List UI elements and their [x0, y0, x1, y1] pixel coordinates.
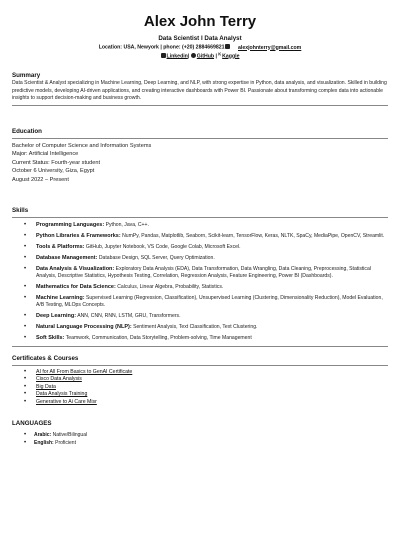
section-divider [12, 365, 388, 366]
skills-section [12, 207, 388, 347]
job-title: Data Scientist I Data Analyst [158, 35, 242, 42]
section-title-summary: Summary [12, 72, 41, 79]
candidate-name: Alex John Terry [143, 13, 257, 30]
github-icon [191, 53, 196, 58]
section-title-education: Education [12, 127, 42, 135]
list-item [24, 432, 388, 440]
university: October 6 University, Giza, Egypt [12, 168, 95, 174]
list-item [24, 384, 388, 392]
list-item [24, 266, 388, 281]
list-item [24, 222, 388, 229]
section-title-certificates: Certificates & Courses [12, 354, 79, 362]
certificate-link[interactable]: AI for All From Basics to GenAI Certificate [36, 368, 133, 375]
kaggle-link[interactable]: Kaggle [222, 53, 240, 59]
list-item [24, 324, 388, 331]
github-link[interactable]: GitHub [196, 53, 215, 59]
contact-line [12, 44, 388, 52]
degree: Bachelor of Computer Science and Information Systems [12, 142, 152, 149]
skills-list [24, 222, 388, 342]
link-separator: | [187, 53, 190, 59]
certificates-list [24, 369, 388, 407]
skill-value: Exploratory Data Analysis (EDA), Data Transformation, Data Wrangling, Data Cleaning, Preprocessing, Statistical Analysis, Descriptive Statistics, Hypothesis Testing, Correlation, Regression Analysis, Feature Engineering, Power BI (Dashboards). [36, 265, 371, 279]
status-line [12, 159, 388, 168]
certificate-link[interactable]: Cisco Data Analysis [36, 376, 82, 383]
contact-info: Location: USA, Newyork | phone: (+20) 2884669821 [98, 44, 225, 51]
section-title-skills: Skills [12, 207, 29, 214]
status-label: Current Status: [12, 159, 50, 166]
skill-value: NumPy, Pandas, Matplotlib, Seaborn, Scikit-learn, TensorFlow, Keras, NLTK, SpaCy, MediaPipe, OpenCV, Streamlit. [122, 232, 385, 239]
list-item [24, 233, 388, 240]
skill-label: Database Management: [36, 254, 98, 261]
skill-label: Data Analysis & Visualization: [36, 265, 115, 272]
link-separator: | [215, 53, 217, 59]
certificate-link[interactable]: Big Data [36, 383, 56, 390]
education-dates: August 2022 – Present [12, 176, 69, 183]
list-item [24, 255, 388, 262]
languages-section [12, 420, 388, 447]
language-label: Arabic: [34, 432, 52, 439]
section-divider [12, 105, 388, 106]
list-item [24, 244, 388, 251]
language-label: English: [34, 439, 54, 446]
linkedin-link[interactable]: Linkedin [166, 53, 188, 59]
skill-label: Programming Languages: [36, 222, 105, 228]
skill-value: Python, Java, C++. [105, 222, 149, 228]
list-item [24, 399, 388, 407]
skill-label: Python Libraries & Frameworks: [36, 232, 121, 239]
status-value: Fourth-year student [51, 159, 101, 166]
certificate-link[interactable]: Generative to Ai Care Misr [36, 398, 97, 405]
certificate-link[interactable]: Data Analysis Training [36, 391, 88, 398]
section-divider [12, 138, 388, 139]
skill-value: Supervised Learning (Regression, Classification), Unsupervised Learning (Clustering, Dimensionality Reduction), Model Evaluation, A/B Testing, MLOps Concepts. [36, 294, 383, 308]
skill-label: Deep Learning: [36, 312, 77, 319]
skill-value: Database Design, SQL Server, Query Optimization. [98, 254, 215, 261]
linkedin-icon [161, 53, 166, 58]
skill-label: Machine Learning: [36, 294, 85, 301]
profile-links [12, 53, 388, 61]
kaggle-icon: ᴷ [218, 53, 222, 59]
certificates-section [12, 355, 388, 407]
list-item [24, 295, 388, 310]
skill-label: Mathematics for Data Science: [36, 283, 116, 290]
skill-value: ANN, CNN, RNN, LSTM, GRU, Transformers. [77, 312, 181, 319]
list-item [24, 369, 388, 377]
language-level: Proficient [55, 439, 76, 446]
list-item [24, 313, 388, 320]
section-title-languages: LANGUAGES [12, 420, 52, 428]
skill-value: Teamwork, Communication, Data Storytelling, Problem-solving, Time Management [65, 334, 252, 341]
skill-label: Natural Language Processing (NLP): [36, 323, 132, 330]
section-divider [12, 346, 388, 347]
skill-value: GitHub, Jupyter Notebook, VS Code, Google Colab, Microsoft Excel. [85, 243, 241, 250]
summary-section [12, 72, 388, 103]
major-line [12, 150, 388, 159]
skill-value: Sentiment Analysis, Text Classification, Text Clustering. [133, 323, 258, 330]
skill-label: Tools & Platforms: [36, 243, 85, 250]
summary-text: Data Scientist & Analyst specializing in Machine Learning, Deep Learning, and NLP, with strong expertise in Python, data analysis, and visualization. Skilled in building predictive models, developing AI-driven applications, and creating interactive dashboards with Power BI. Passionate about transforming complex data into actionable insights to support decision-making and business growth. [12, 80, 387, 101]
skill-label: Soft Skills: [36, 334, 65, 341]
skill-value: Calculus, Linear Algebra, Probability, Statistics. [117, 283, 224, 290]
major-label: Major: [12, 151, 28, 157]
languages-list [24, 432, 388, 447]
section-divider [12, 217, 388, 218]
email-link[interactable]: alexjohnterry@gmail.com [238, 44, 302, 51]
list-item [24, 376, 388, 384]
major-value: Artificial Intelligence [28, 151, 79, 157]
education-section [12, 128, 388, 185]
list-item [24, 335, 388, 342]
list-item [24, 284, 388, 291]
list-item [24, 440, 388, 448]
list-item [24, 391, 388, 399]
phone-icon [225, 44, 230, 49]
language-level: Native/Bilingual [52, 432, 88, 439]
